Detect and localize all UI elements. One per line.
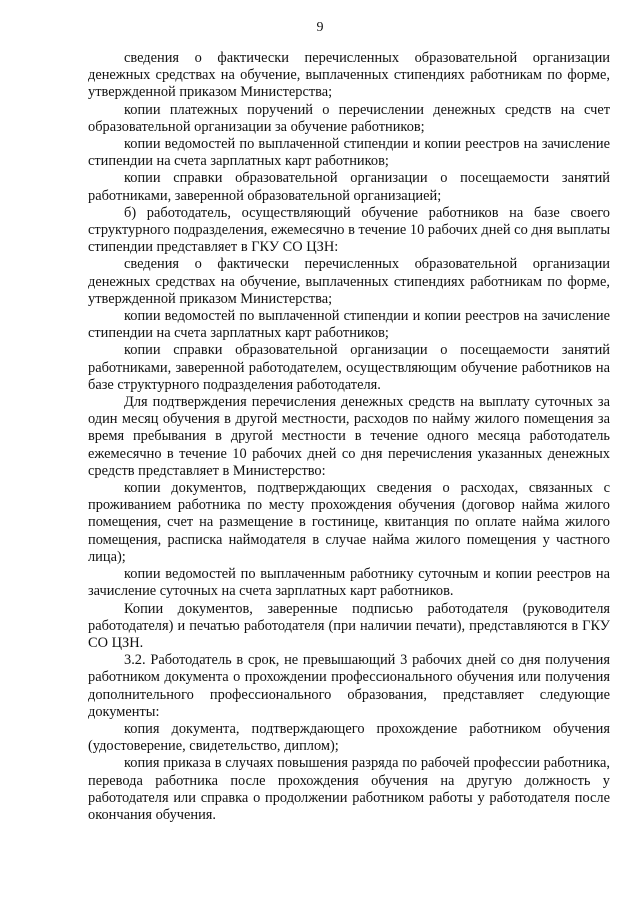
paragraph: копии справки образовательной организации о посещаемости занятий работниками, заверенной работодателем, осуществляющим обучение работников на базе структурного подразделения работодателя. [88, 342, 610, 393]
paragraph: сведения о фактически перечисленных образовательной организации денежных средствах на обучение, выплаченных стипендиях работникам по форме, утвержденной приказом Министерства; [88, 256, 610, 307]
paragraph: копии документов, подтверждающих сведения о расходах, связанных с проживанием работника по месту прохождения обучения (договор найма жилого помещения, счет на размещение в гостинице, квитанция по оплате найма жилого помещения, расписка наймодателя в случае найма жилого помещения у частного лица); [88, 480, 610, 565]
paragraph: Копии документов, заверенные подписью работодателя (руководителя работодателя) и печатью работодателя (при наличии печати), представляются в ГКУ СО ЦЗН. [88, 600, 610, 651]
paragraph: 3.2. Работодатель в срок, не превышающий 3 рабочих дней со дня получения работником документа о прохождении профессионального обучения или получения дополнительного профессионального образования, представляет следующие документы: [88, 652, 610, 720]
paragraph: копии ведомостей по выплаченным работнику суточным и копии реестров на зачисление суточных на счета зарплатных карт работников. [88, 566, 610, 600]
paragraph: копии ведомостей по выплаченной стипендии и копии реестров на зачисление стипендии на счета зарплатных карт работников; [88, 136, 610, 170]
page-number: 9 [316, 20, 324, 35]
paragraph: копия приказа в случаях повышения разряда по рабочей профессии работника, перевода работника после прохождения обучения на другую должность у работодателя или справка о продолжении работником работы у работодателя после окончания обучения. [88, 755, 610, 823]
paragraph: сведения о фактически перечисленных образовательной организации денежных средствах на обучение, выплаченных стипендиях работникам по форме, утвержденной приказом Министерства; [88, 50, 610, 101]
paragraph: копия документа, подтверждающего прохождение работником обучения (удостоверение, свидетельство, диплом); [88, 720, 610, 755]
paragraph: Для подтверждения перечисления денежных средств на выплату суточных за один месяц обучения в другой местности, расходов по найму жилого помещения за время пребывания в другой местности в течение одного месяца работодатель ежемесячно в течение 10 рабочих дней со дня перечисления указанных денежных средств представляет в Министерство: [88, 394, 610, 479]
paragraph: копии платежных поручений о перечислении денежных средств на счет образовательной организации за обучение работников; [88, 101, 610, 135]
paragraph: копии ведомостей по выплаченной стипендии и копии реестров на зачисление стипендии на счета зарплатных карт работников; [88, 308, 610, 342]
document-body [88, 50, 610, 824]
paragraph: копии справки образовательной организации о посещаемости занятий работниками, заверенной образовательной организацией; [88, 170, 610, 204]
paragraph: б) работодатель, осуществляющий обучение работников на базе своего структурного подразделения, ежемесячно в течение 10 рабочих дней со дня выплаты стипендии представляет в ГКУ СО ЦЗН: [88, 204, 610, 256]
